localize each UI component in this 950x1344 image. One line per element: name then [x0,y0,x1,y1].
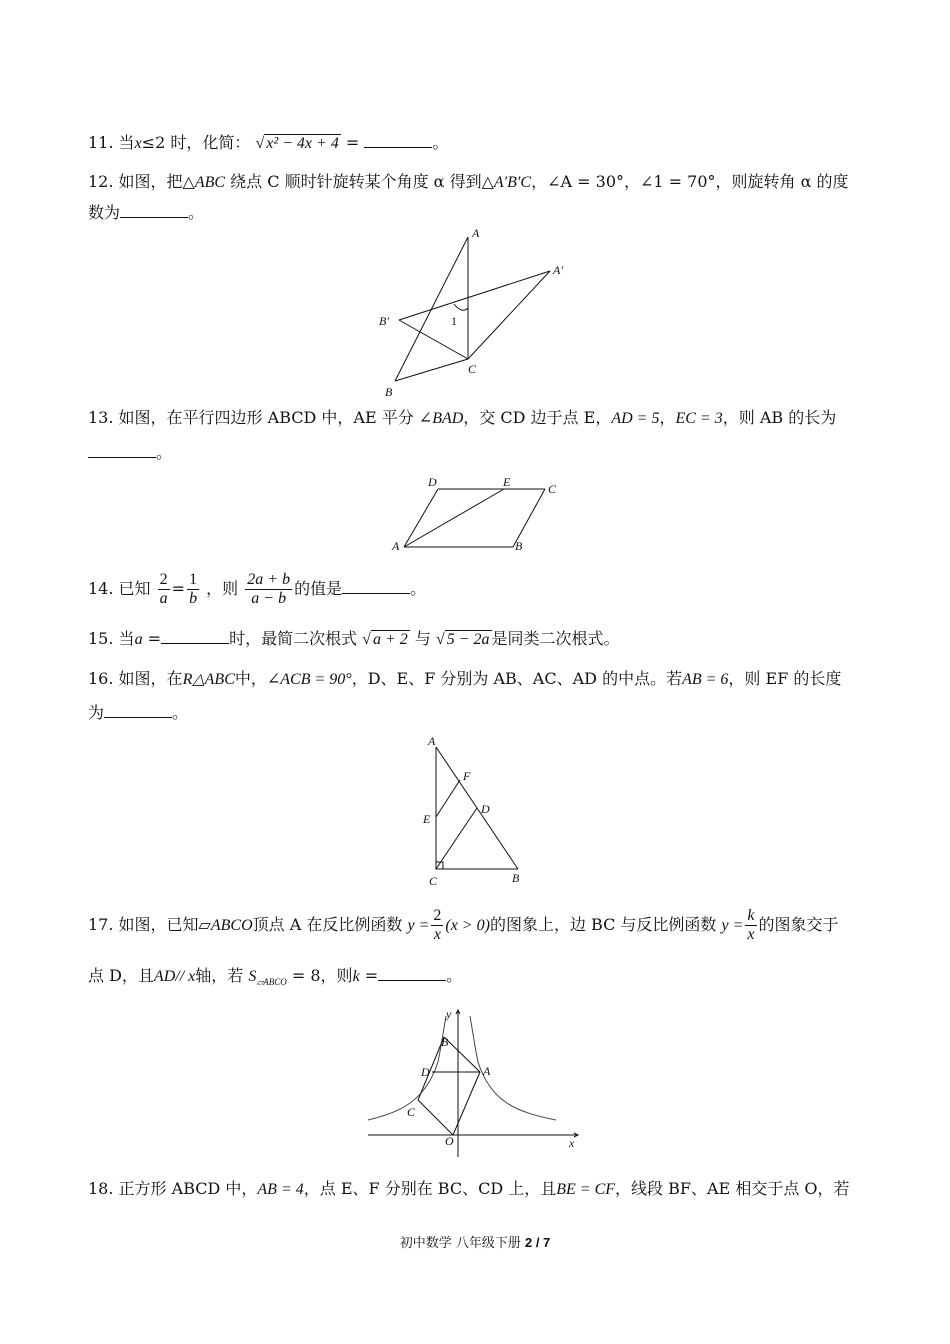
label-B: B [441,1035,449,1049]
answer-blank [120,201,188,218]
figure-12 [370,222,570,402]
label-O: O [445,1134,454,1148]
answer-blank [364,131,432,148]
label-C: C [548,482,557,496]
label-E: E [423,812,431,826]
fraction-2-over-x: $\frac{2}{x}$ [433,907,442,943]
label-D: D [481,802,490,816]
label-C: C [429,874,438,888]
question-16-line2: 为 。 [88,703,189,722]
figure-13 [388,470,568,560]
figure-16 [418,733,538,893]
label-angle-1: 1 [451,314,457,328]
sqrt-expression: √ x² − 4x + 4 [255,135,339,152]
fraction-expression: $\frac{2a + b}{a - b}$ [247,571,291,607]
fraction-1-over-b: $\frac{1}{b}$ [189,571,198,607]
label-A: A [472,226,480,240]
question-18: 18. 正方形 ABCD 中，AB = 4，点 E、F 分别在 BC、CD 上，且BE = CF，线段 BF、AE 相交于点 O，若 [88,1179,850,1198]
label-B: B [512,871,520,885]
label-A: A [428,734,436,748]
question-12-line2: 数为 。 [88,203,205,222]
question-13: 13. 如图，在平行四边形 ABCD 中，AE 平分 ∠BAD，交 CD 边于点 E，AD = 5，EC = 3，则 AB 的长为 [88,408,837,427]
figure-17 [360,1002,585,1162]
label-B-prime: B′ [379,314,389,328]
label-A: A [483,1064,491,1078]
label-A: A [392,539,400,553]
label-D: D [421,1065,430,1079]
question-17: 17. 如图，已知▱ABCO顶点 A 在反比例函数 y = $\frac{2}{x}$ (x > 0)的图象上，边 BC 与反比例函数 y = $\frac{k}{x}$ 的图象交于 [88,907,839,943]
label-D: D [428,475,437,489]
label-C: C [407,1105,416,1119]
question-16: 16. 如图，在R△ABC中，∠ACB = 90°，D、E、F 分别为 AB、AC、AD 的中点。若AB = 6，则 EF 的长度 [88,669,842,688]
label-F: F [463,769,471,783]
label-E: E [503,475,511,489]
question-13-line2: 。 [88,441,172,464]
label-A-prime: A′ [553,263,563,277]
sqrt-5-minus-2a: √ 5 − 2a [435,631,490,648]
page-footer: 初中数学 八年级下册 2 / 7 [399,1235,551,1251]
answer-blank [88,441,156,458]
label-x: x [569,1136,575,1150]
question-12: 12. 如图，把△ABC 绕点 C 顺时针旋转某个角度 α 得到△A′B′C，∠A = 30°，∠1 = 70°，则旋转角 α 的度 [88,172,849,191]
answer-blank [104,701,172,718]
answer-blank [161,627,229,644]
question-14: 14. 已知 $\frac{2}{a}$ = $\frac{1}{b}$ ，则 $\frac{2a + b}{a - b}$ 的值是 。 [88,571,427,607]
label-B: B [385,385,393,399]
label-B: B [515,539,523,553]
question-17-line2: 点 D，且AD// x轴，若 $S_{▱ABCO} = 8$，则k = 。 [88,966,463,988]
question-15: 15. 当a = 时，最简二次根式 √ a + 2 与 √ 5 − 2a 是同类二次根式。 [88,627,620,651]
answer-blank [378,964,446,981]
fraction-k-over-x: $\frac{k}{x}$ [747,907,755,943]
answer-blank [342,577,410,594]
fraction-2-over-a: $\frac{2}{a}$ [159,571,168,607]
question-11: 11. 当x≤2 时，化简： √ x² − 4x + 4 = 。 [88,131,448,155]
label-y: y [446,1007,452,1021]
label-C: C [468,362,477,376]
page-number: 2 / 7 [524,1235,551,1250]
sqrt-a-plus-2: √ a + 2 [362,631,408,648]
